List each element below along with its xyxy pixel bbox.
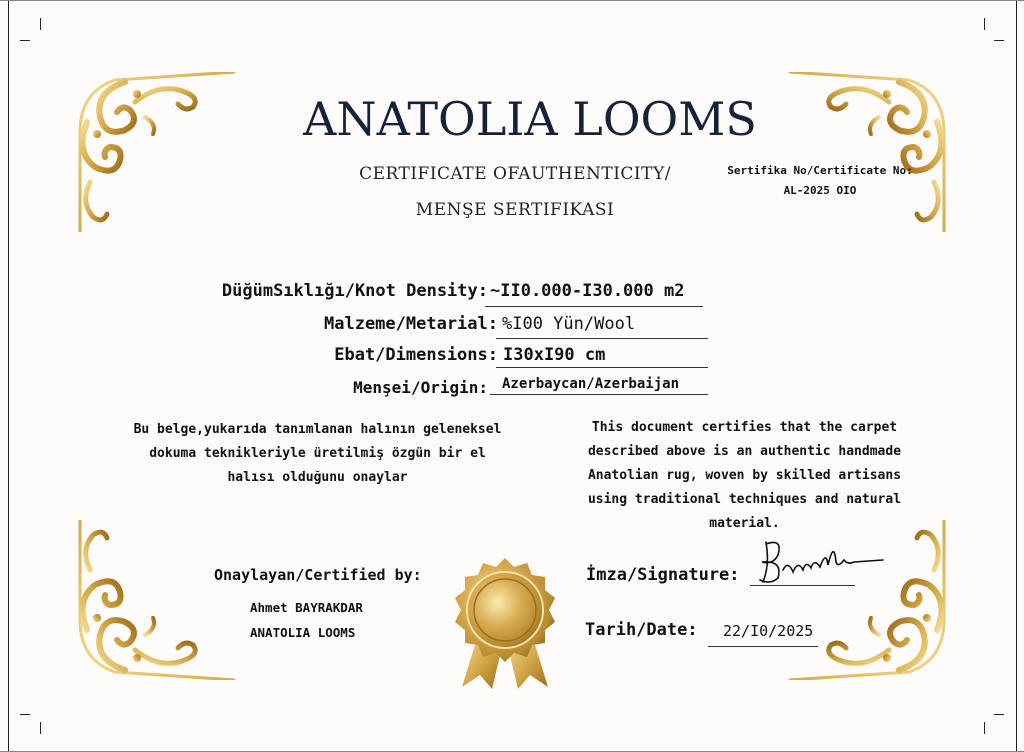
certificate-subtitle: CERTIFICATE OFAUTHENTICITY/ <box>359 164 671 184</box>
detail-value: Azerbaycan/Azerbaijan <box>502 376 680 392</box>
ornament-corner-icon <box>75 510 245 680</box>
certificate-number-label: Sertifika No/Certificate No: <box>727 164 913 177</box>
company-title: ANATOLIA LOOMS <box>303 92 757 146</box>
certificate-subtitle-tr: MENŞE SERTIFIKASI <box>415 200 615 220</box>
detail-row-material <box>0 314 1024 340</box>
signature-label: İmza/Signature: <box>586 565 740 585</box>
statement-english <box>572 416 917 536</box>
statement-turkish <box>100 418 535 490</box>
detail-row-knot-density <box>0 281 1024 307</box>
detail-value: %I00 Yün/Wool <box>502 314 636 334</box>
detail-underline <box>496 367 708 368</box>
date-underline <box>708 646 818 647</box>
detail-underline <box>496 338 708 339</box>
gold-seal-icon <box>440 555 570 695</box>
detail-underline <box>490 394 708 395</box>
detail-row-dimensions <box>0 345 1024 371</box>
detail-value: ~II0.000-I30.000 m2 <box>490 281 685 301</box>
detail-label: DüğümSıklığı/Knot Density: <box>221 281 488 301</box>
certificate-number-value: AL-2025 OIO <box>783 184 857 197</box>
statement-line: material. <box>709 516 780 531</box>
crop-mark <box>984 722 985 734</box>
crop-mark <box>994 40 1004 41</box>
detail-row-origin <box>0 378 1024 404</box>
crop-mark <box>20 714 30 715</box>
statement-line: using traditional techniques and natural <box>587 492 902 507</box>
signature-underline <box>750 585 855 586</box>
crop-mark <box>40 722 41 734</box>
certifier-name: Ahmet BAYRAKDAR <box>250 600 363 615</box>
certified-by-label: Onaylayan/Certified by: <box>214 566 422 584</box>
statement-line: dokuma teknikleriyle üretilmiş özgün bir el <box>149 446 486 461</box>
certifier-company: ANATOLIA LOOMS <box>250 625 356 640</box>
detail-value: I30xI90 cm <box>503 345 606 365</box>
date-value: 22/I0/2025 <box>723 622 814 640</box>
detail-label: Ebat/Dimensions: <box>334 345 498 365</box>
crop-mark <box>20 40 30 41</box>
statement-line: Anatolian rug, woven by skilled artisans <box>587 468 902 483</box>
frame-top <box>0 0 1024 1</box>
detail-underline <box>485 306 703 307</box>
statement-line: described above is an authentic handmade <box>587 444 902 459</box>
statement-line: Bu belge,yukarıda tanımlanan halının geleneksel <box>133 422 502 437</box>
detail-label: Malzeme/Metarial: <box>324 314 498 334</box>
crop-mark <box>994 714 1004 715</box>
crop-mark <box>984 18 985 30</box>
date-label: Tarih/Date: <box>585 620 698 640</box>
statement-line: halısı olduğunu onaylar <box>227 470 408 485</box>
crop-mark <box>40 18 41 30</box>
handwritten-signature <box>748 530 888 590</box>
detail-label: Menşei/Origin: <box>353 378 488 397</box>
statement-line: This document certifies that the carpet <box>591 420 898 435</box>
